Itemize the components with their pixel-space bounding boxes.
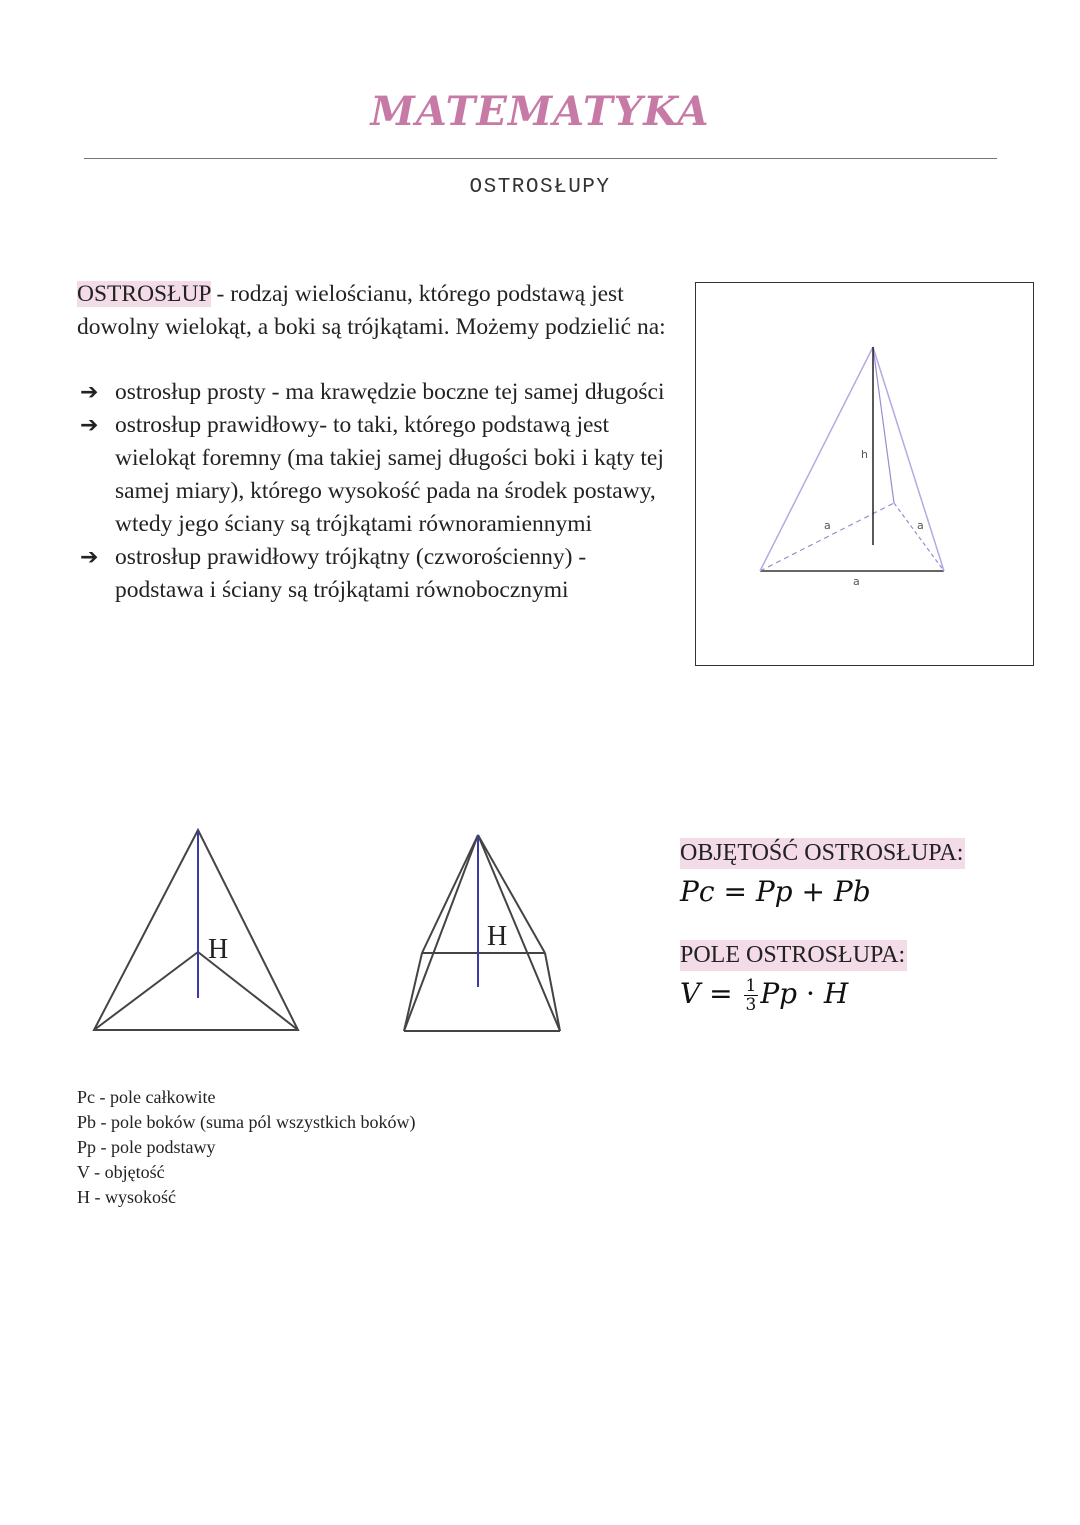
definition-term: OSTROSŁUP [77, 281, 211, 307]
area-formula [680, 977, 1010, 1014]
legend-item: Pc - pole całkowite [77, 1087, 216, 1107]
list-item [77, 409, 677, 541]
formula-operator: · [806, 977, 815, 1010]
lateral-edge-right [873, 347, 944, 571]
fraction [744, 977, 759, 1014]
edge-label-left: a [824, 519, 831, 532]
pyramid-types-list [77, 376, 677, 607]
legend-item: V - objętość [77, 1162, 165, 1182]
lateral-edge-front-left [404, 835, 478, 1031]
formula-term: Pp [760, 977, 798, 1010]
square-pyramid-figure [395, 825, 567, 1037]
volume-title: OBJĘTOŚĆ OSTROSŁUPA: [680, 838, 965, 869]
lateral-edge-back [873, 347, 894, 503]
page-title: MATEMATYKA [370, 88, 710, 135]
list-item-text: ostrosłup prosty - ma krawędzie boczne tej samej długości [115, 379, 665, 405]
symbol-legend [77, 1085, 415, 1210]
formulas-section [680, 838, 1010, 1014]
base-right-edge [545, 953, 560, 1031]
base-right-edge [894, 503, 944, 571]
lateral-edge-back-left [422, 835, 478, 953]
formula-term: V [680, 977, 701, 1010]
triangular-pyramid-figure [85, 820, 307, 1040]
list-item-text: ostrosłup prawidłowy- to taki, którego podstawą jest wielokąt foremny (ma takiej samej długości boki i kąty tej samej miary), którego wysokość pada na środek postawy, wtedy jego ściany są trójkątami równoramiennymi [115, 412, 664, 537]
list-item [77, 376, 677, 409]
fraction-denominator: 3 [745, 995, 757, 1015]
pyramid-figure [696, 283, 1035, 667]
pyramid-figure-box [695, 282, 1034, 666]
formula-term: Pp [755, 875, 793, 908]
title-divider [84, 158, 997, 159]
height-label: h [861, 448, 868, 461]
height-label: H [487, 921, 508, 952]
list-item-text: ostrosłup prawidłowy trójkątny (czworościenny) - podstawa i ściany są trójkątami równobocznymi [115, 544, 587, 603]
area-title: POLE OSTROSŁUPA: [680, 940, 907, 971]
formula-operator: + [801, 875, 825, 908]
formula-term: Pc [680, 875, 715, 908]
formula-operator: = [723, 875, 747, 908]
legend-item: Pb - pole boków (suma pól wszystkich boków) [77, 1112, 416, 1132]
page-subtitle: OSTROSŁUPY [469, 176, 611, 199]
formula-term: H [823, 977, 849, 1010]
lateral-edge-left [760, 347, 873, 571]
definition-paragraph [77, 278, 677, 344]
pyramid-outline [94, 830, 298, 1030]
height-label: H [208, 934, 229, 965]
edge-label-bottom: a [853, 575, 860, 588]
list-item [77, 541, 677, 607]
arrow-right-icon: ➔ [80, 545, 99, 570]
legend-item: Pp - pole podstawy [77, 1137, 216, 1157]
arrow-right-icon: ➔ [80, 380, 99, 405]
definition-text: - rodzaj wielościanu, którego podstawą jest dowolny wielokąt, a boki są trójkątami. Możemy podzielić na: [77, 281, 666, 340]
legend-item: H - wysokość [77, 1187, 176, 1207]
inner-edge-left [94, 952, 198, 1030]
formula-term: Pb [833, 875, 871, 908]
formula-operator: = [709, 977, 733, 1010]
edge-label-right: a [917, 519, 924, 532]
arrow-right-icon: ➔ [80, 413, 99, 438]
base-back-edge [760, 503, 894, 571]
fraction-numerator: 1 [745, 976, 757, 996]
volume-formula [680, 875, 1010, 908]
